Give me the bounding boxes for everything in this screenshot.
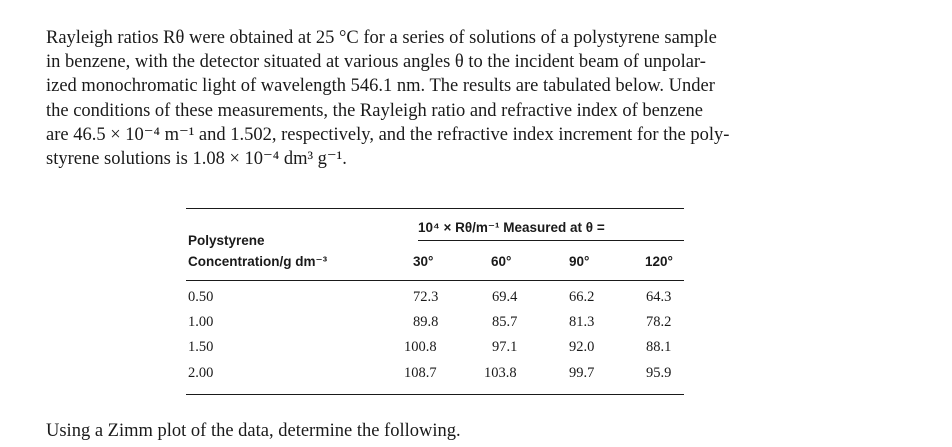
concentration-cell: 2.00 (188, 365, 214, 381)
concentration-cell: 1.00 (188, 314, 214, 330)
table-cell: 81.3 (569, 314, 595, 330)
paragraph-line: the conditions of these measurements, the Rayleigh ratio and refractive index of benzene (46, 100, 704, 121)
table-bottom-rule (186, 394, 684, 395)
paragraph-line: Rayleigh ratios Rθ were obtained at 25 °C for a series of solutions of a polystyrene sample (46, 28, 717, 48)
table-cell: 89.8 (413, 314, 439, 330)
table-cell: 99.7 (569, 365, 595, 381)
angle-header: 30° (413, 254, 434, 269)
paragraph-line: styrene solutions is 1.08 × 10⁻⁴ dm³ g⁻¹. (46, 148, 347, 169)
table-cell: 88.1 (646, 339, 672, 355)
table-cell: 66.2 (569, 289, 595, 305)
table-cell: 92.0 (569, 339, 595, 355)
concentration-header-line2: Concentration/g dm⁻³ (188, 254, 328, 269)
angle-header: 90° (569, 254, 590, 269)
table-cell: 64.3 (646, 289, 672, 305)
concentration-cell: 1.50 (188, 339, 214, 355)
angle-header: 120° (645, 254, 673, 269)
table-cell: 97.1 (492, 339, 518, 355)
problem-paragraph (46, 26, 896, 171)
table-cell: 95.9 (646, 365, 672, 381)
header-rule (186, 280, 684, 281)
angle-header: 60° (491, 254, 512, 269)
concentration-header-line1: Polystyrene (188, 233, 265, 248)
paragraph-line: are 46.5 × 10⁻⁴ m⁻¹ and 1.502, respectively, and the refractive index increment for the poly- (46, 124, 730, 145)
table-cell: 78.2 (646, 314, 672, 330)
table-cell: 103.8 (484, 365, 517, 381)
table-cell: 85.7 (492, 314, 518, 330)
table-cell: 72.3 (413, 289, 439, 305)
instruction-text: Using a Zimm plot of the data, determine the following. (46, 421, 461, 441)
spanning-header: 10⁴ × Rθ/m⁻¹ Measured at θ = (418, 220, 605, 235)
table-top-rule (186, 208, 684, 209)
table-cell: 108.7 (404, 365, 437, 381)
table-cell: 69.4 (492, 289, 518, 305)
concentration-cell: 0.50 (188, 289, 214, 305)
paragraph-line: ized monochromatic light of wavelength 546.1 nm. The results are tabulated below. Under (46, 76, 715, 97)
paragraph-line: in benzene, with the detector situated at various angles θ to the incident beam of unpolar- (46, 52, 706, 73)
table-cell: 100.8 (404, 339, 437, 355)
spanning-header-rule (418, 240, 684, 241)
